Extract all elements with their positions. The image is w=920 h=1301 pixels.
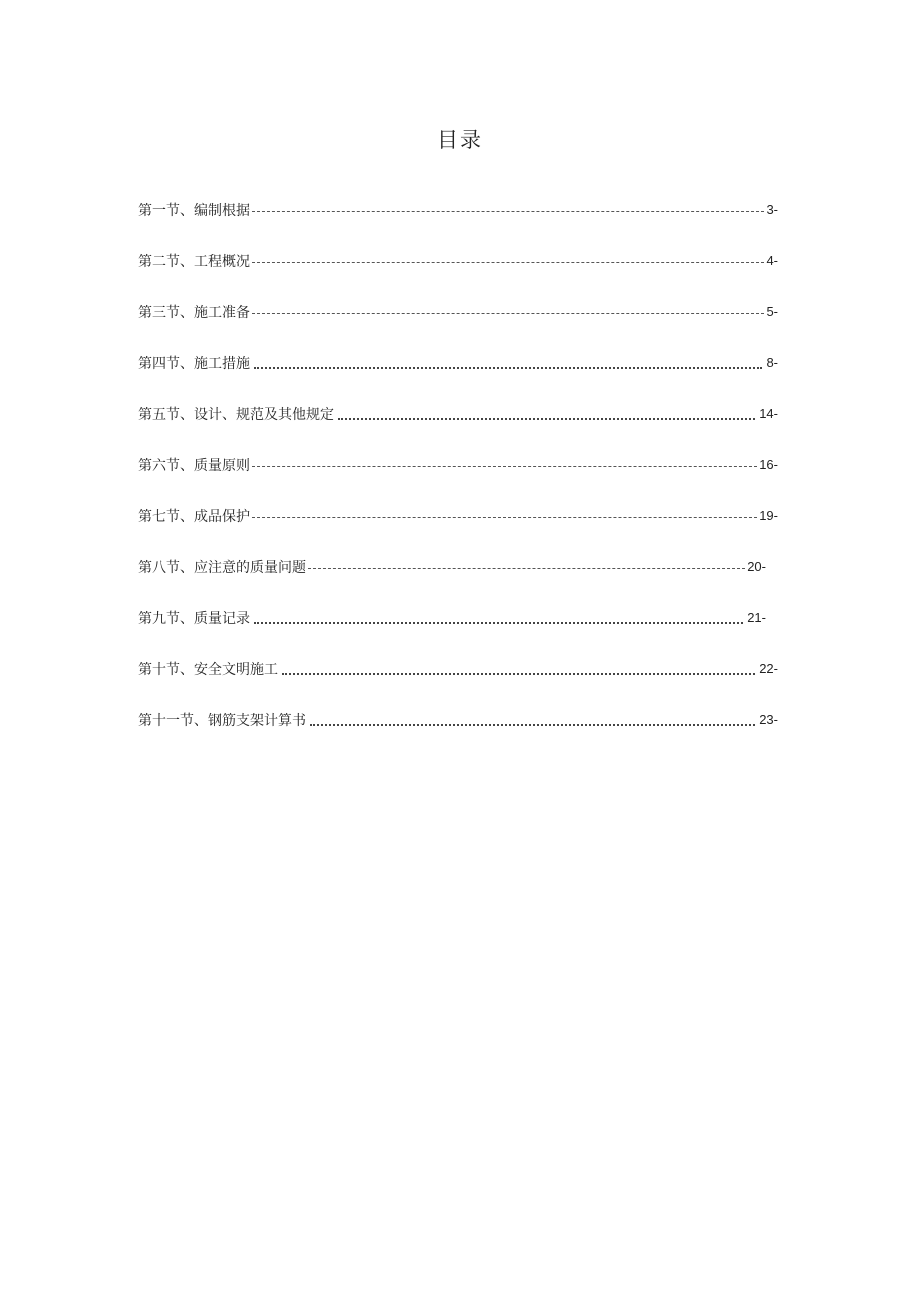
toc-entry-text: 第十节、安全文明施工 xyxy=(138,661,278,678)
toc-leader xyxy=(252,262,764,263)
toc-entry[interactable] xyxy=(138,490,778,541)
toc-leader xyxy=(254,367,762,369)
toc-entry[interactable] xyxy=(138,541,766,592)
toc-entry-text: 第三节、施工准备 xyxy=(138,304,250,321)
table-of-contents xyxy=(138,184,778,745)
toc-page-number: 5- xyxy=(766,304,778,319)
toc-entry[interactable] xyxy=(138,184,778,235)
toc-entry-text: 第十一节、钢筋支架计算书 xyxy=(138,712,306,729)
toc-entry[interactable] xyxy=(138,439,778,490)
toc-page-number: 16- xyxy=(759,457,778,472)
toc-page-number: 8- xyxy=(766,355,778,370)
toc-page-number: 4- xyxy=(766,253,778,268)
toc-page-number: 3- xyxy=(766,202,778,217)
toc-entry-text: 第七节、成品保护 xyxy=(138,508,250,525)
toc-entry-text: 第八节、应注意的质量问题 xyxy=(138,559,306,576)
toc-leader xyxy=(308,568,745,569)
toc-entry-text: 第一节、编制根据 xyxy=(138,202,250,219)
toc-entry[interactable] xyxy=(138,592,766,643)
toc-entry[interactable] xyxy=(138,694,778,745)
toc-leader xyxy=(338,418,755,420)
toc-title: 目录 xyxy=(437,128,483,152)
toc-leader xyxy=(282,673,755,675)
toc-entry-text: 第四节、施工措施 xyxy=(138,355,250,372)
toc-page-number: 14- xyxy=(759,406,778,421)
toc-entry[interactable] xyxy=(138,286,778,337)
toc-leader xyxy=(252,313,764,314)
toc-page-number: 20- xyxy=(747,559,766,574)
toc-leader xyxy=(310,724,755,726)
toc-leader xyxy=(252,466,757,467)
toc-leader xyxy=(252,211,764,212)
toc-leader xyxy=(252,517,757,518)
toc-entry-text: 第九节、质量记录 xyxy=(138,610,250,627)
toc-page-number: 22- xyxy=(759,661,778,676)
toc-entry[interactable] xyxy=(138,337,778,388)
toc-leader xyxy=(254,622,743,624)
toc-entry[interactable] xyxy=(138,388,778,439)
toc-page-number: 23- xyxy=(759,712,778,727)
toc-entry-text: 第六节、质量原则 xyxy=(138,457,250,474)
toc-page-number: 21- xyxy=(747,610,766,625)
toc-entry[interactable] xyxy=(138,643,778,694)
toc-entry-text: 第二节、工程概况 xyxy=(138,253,250,270)
toc-entry[interactable] xyxy=(138,235,778,286)
toc-page-number: 19- xyxy=(759,508,778,523)
toc-entry-text: 第五节、设计、规范及其他规定 xyxy=(138,406,334,423)
